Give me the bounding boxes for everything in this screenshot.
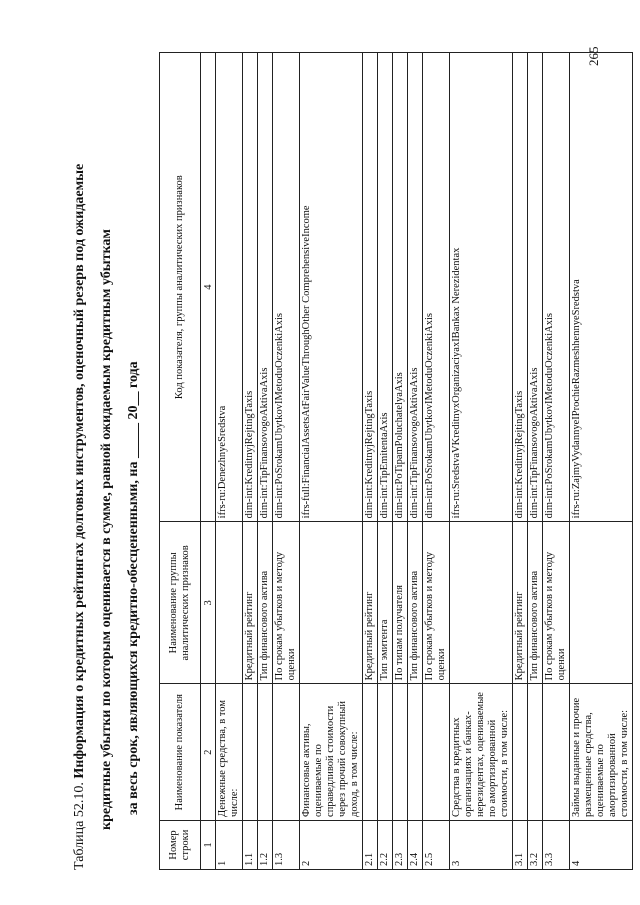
table-row (450, 53, 513, 870)
cell-group-name: Кредитный рейтинг (363, 522, 378, 684)
table-row (408, 53, 423, 870)
table-row (423, 53, 450, 870)
cell-row-number: 2 (300, 820, 363, 869)
page-number: 265 (586, 46, 601, 66)
table-row (378, 53, 393, 870)
cell-group-name: По срокам убытков и методу оценки (423, 522, 450, 684)
table-column-numbers-row (201, 53, 216, 870)
cell-indicator-name (393, 684, 408, 821)
cell-code: dim-int:PoSrokamUbytkovIMetoduOczenkiAxis (423, 53, 450, 522)
caption-prefix: Таблица 52.10. (72, 782, 87, 870)
cell-group-name: Тип финансового актива (528, 522, 543, 684)
table-row (300, 53, 363, 870)
cell-code: dim-int:PoSrokamUbytkovIMetoduOczenkiAxis (543, 53, 570, 522)
cell-row-number: 3.1 (513, 820, 528, 869)
column-number: 4 (201, 53, 216, 522)
table-row (216, 53, 243, 870)
table-row (543, 53, 570, 870)
column-number: 2 (201, 684, 216, 821)
cell-indicator-name (273, 684, 300, 821)
cell-group-name: Тип финансового актива (258, 522, 273, 684)
cell-code: dim-int:PoTipamPoluchatelyaAxis (393, 53, 408, 522)
cell-row-number: 3.2 (528, 820, 543, 869)
cell-code: dim-int:TipEmitentaAxis (378, 53, 393, 522)
header-indicator-name: Наименование показателя (160, 684, 201, 821)
cell-row-number: 2.1 (363, 820, 378, 869)
cell-row-number: 2.4 (408, 820, 423, 869)
cell-row-number: 1.3 (273, 820, 300, 869)
cell-code: dim-int:TipFinansovogoAktivaAxis (528, 53, 543, 522)
table-row (243, 53, 258, 870)
cell-code: dim-int:TipFinansovogoAktivaAxis (258, 53, 273, 522)
cell-indicator-name: Средства в кредитных организациях и банках-нерезидентах, оцениваемые по амортизированной стоимости, в том числе: (450, 684, 513, 821)
caption-line-1 (66, 40, 93, 870)
cell-indicator-name (243, 684, 258, 821)
caption-line-3-text: за весь срок, являющихся кредитно-обесцененными, на _____ 20__ года (126, 361, 141, 815)
column-number: 1 (201, 820, 216, 869)
table-row (258, 53, 273, 870)
cell-row-number: 2.3 (393, 820, 408, 869)
table-row (393, 53, 408, 870)
cell-code: ifrs-ru:DenezhnyeSredstva (216, 53, 243, 522)
table-row (513, 53, 528, 870)
header-code: Код показателя, группы аналитических признаков (160, 53, 201, 522)
cell-indicator-name (513, 684, 528, 821)
cell-row-number: 3.3 (543, 820, 570, 869)
table-row (273, 53, 300, 870)
table-row (570, 53, 633, 870)
cell-indicator-name (408, 684, 423, 821)
cell-row-number: 1.2 (258, 820, 273, 869)
cell-group-name: По типам получателя (393, 522, 408, 684)
cell-code: dim-int:KreditnyjRejtingTaxis (243, 53, 258, 522)
cell-group-name (216, 522, 243, 684)
cell-code: dim-int:TipFinansovogoAktivaAxis (408, 53, 423, 522)
cell-indicator-name: Денежные средства, в том числе: (216, 684, 243, 821)
cell-code: ifrs-ru:SredstvaVKreditnyxOrganizaciyaxIBankax Nerezidentax (450, 53, 513, 522)
cell-group-name: Тип эмитента (378, 522, 393, 684)
caption-line-2 (93, 40, 120, 870)
caption-title-bold: Информация о кредитных рейтингах долговых инструментов, оценочный резерв под ожидаемые (72, 163, 87, 779)
cell-code: dim-int:KreditnyjRejtingTaxis (513, 53, 528, 522)
caption-line-3 (120, 40, 147, 870)
cell-code: dim-int:PoSrokamUbytkovIMetoduOczenkiAxis (273, 53, 300, 522)
cell-group-name: Кредитный рейтинг (243, 522, 258, 684)
cell-group-name: Тип финансового актива (408, 522, 423, 684)
cell-code: ifrs-full:FinancialAssetsAtFairValueThroughOther ComprehensiveIncome (300, 53, 363, 522)
cell-indicator-name (363, 684, 378, 821)
cell-row-number: 1.1 (243, 820, 258, 869)
cell-indicator-name (378, 684, 393, 821)
cell-group-name: По срокам убытков и методу оценки (273, 522, 300, 684)
cell-indicator-name (423, 684, 450, 821)
table-row (363, 53, 378, 870)
cell-row-number: 3 (450, 820, 513, 869)
cell-group-name: По срокам убытков и методу оценки (543, 522, 570, 684)
cell-group-name: Кредитный рейтинг (513, 522, 528, 684)
cell-row-number: 2.2 (378, 820, 393, 869)
cell-row-number: 2.5 (423, 820, 450, 869)
cell-indicator-name (543, 684, 570, 821)
header-row-number: Номер строки (160, 820, 201, 869)
cell-indicator-name (258, 684, 273, 821)
cell-row-number: 1 (216, 820, 243, 869)
table-header-row (160, 53, 201, 870)
table-caption (66, 40, 147, 870)
cell-code: ifrs-ru:ZajmyVydannyeIProchieRazmeshhennyeSredstva (570, 53, 633, 522)
cell-indicator-name: Займы выданные и прочие размещенные средства, оцениваемые по амортизированной стоимости, в том числе: (570, 684, 633, 821)
table-row (528, 53, 543, 870)
column-number: 3 (201, 522, 216, 684)
table-body (216, 53, 633, 870)
header-group-name: Наименование группы аналитических признаков (160, 522, 201, 684)
cell-group-name (450, 522, 513, 684)
cell-code: dim-int:KreditnyjRejtingTaxis (363, 53, 378, 522)
data-table (159, 52, 633, 870)
cell-indicator-name: Финансовые активы, оцениваемые по справедливой стоимости через прочий совокупный доход, в том числе: (300, 684, 363, 821)
caption-line-2-text: кредитные убытки по которым оценивается в сумме, равной ожидаемым кредитным убыткам (99, 229, 114, 830)
cell-indicator-name (528, 684, 543, 821)
cell-group-name (570, 522, 633, 684)
cell-group-name (300, 522, 363, 684)
cell-row-number: 4 (570, 820, 633, 869)
